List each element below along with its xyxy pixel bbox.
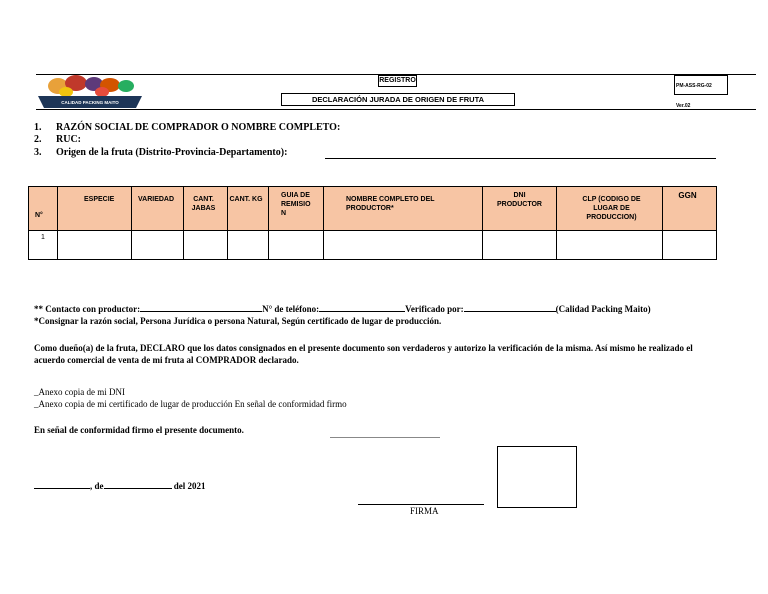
table-cell[interactable] xyxy=(663,231,717,260)
phone-blank[interactable] xyxy=(319,302,405,312)
col-header: ESPECIE xyxy=(58,187,132,231)
table-cell[interactable] xyxy=(228,231,269,260)
item-label: Origen de la fruta (Distrito-Provincia-Departamento): xyxy=(56,147,288,158)
conformity-text: En señal de conformidad firmo el presente documento. xyxy=(34,425,244,435)
col-header: VARIEDAD xyxy=(132,187,184,231)
day-blank[interactable] xyxy=(34,479,90,489)
contact-blank[interactable] xyxy=(140,302,262,312)
table-cell[interactable] xyxy=(324,231,483,260)
conformity-line xyxy=(330,437,440,438)
note-line: *Consignar la razón social, Persona Jurídica o persona Natural, Según certificado de lugar de producción. xyxy=(34,316,442,326)
item-number: 3. xyxy=(34,147,42,158)
date-year: del 2021 xyxy=(173,481,206,491)
item-business-name xyxy=(34,122,340,134)
table-header-row xyxy=(29,187,717,231)
col-header: GUIA DE REMISION xyxy=(269,187,324,231)
col-header: GGN xyxy=(663,187,717,231)
item-origin xyxy=(34,147,287,159)
contact-label: ** Contacto con productor: xyxy=(34,304,141,314)
col-header: N° xyxy=(29,187,58,231)
logo-text: CALIDAD PACKING MAITO xyxy=(61,100,119,105)
row-number: 1 xyxy=(29,231,58,260)
registro-label: REGISTRO xyxy=(378,75,417,87)
annex-dni: _Anexo copia de mi DNI xyxy=(34,387,125,397)
declaration-title: DECLARACIÓN JURADA DE ORIGEN DE FRUTA xyxy=(281,93,515,106)
col-header: CANT. JABAS xyxy=(184,187,228,231)
fruit-table xyxy=(28,186,717,260)
header-bottom-rule xyxy=(36,109,756,110)
table-cell[interactable] xyxy=(184,231,228,260)
item-ruc xyxy=(34,134,81,146)
col-header: DNI PRODUCTOR xyxy=(483,187,557,231)
origin-fill-line[interactable] xyxy=(325,158,716,159)
signature-line[interactable] xyxy=(358,504,484,505)
signature-label: FIRMA xyxy=(410,506,439,516)
contact-line xyxy=(34,302,651,315)
col-header: CANT. KG xyxy=(228,187,269,231)
table-cell[interactable] xyxy=(269,231,324,260)
declaration-paragraph: Como dueño(a) de la fruta, DECLARO que los datos consignados en el presente documento son verdaderos y autorizo la verificación de la misma. Así mismo he realizado el acuerdo comercial de venta de mi fruta al COMPRADOR declarado. xyxy=(34,343,693,365)
table-cell[interactable] xyxy=(557,231,663,260)
verified-label: Verificado por: xyxy=(405,304,464,314)
verified-blank[interactable] xyxy=(464,302,556,312)
table-cell[interactable] xyxy=(58,231,132,260)
item-number: 2. xyxy=(34,134,42,145)
document-code: PM-ASS-RG-02 Ver.02 xyxy=(674,75,728,95)
item-number: 1. xyxy=(34,122,42,133)
col-header: NOMBRE COMPLETO DEL PRODUCTOR* xyxy=(324,187,483,231)
table-row xyxy=(29,231,717,260)
table-cell[interactable] xyxy=(483,231,557,260)
table-cell[interactable] xyxy=(132,231,184,260)
fingerprint-box[interactable] xyxy=(497,446,577,508)
phone-label: N° de teléfono: xyxy=(262,304,320,314)
item-label: RUC: xyxy=(56,134,81,145)
col-header: CLP (CODIGO DE LUGAR DE PRODUCCION) xyxy=(557,187,663,231)
date-de: , de xyxy=(90,481,104,491)
date-line xyxy=(34,479,206,492)
company-logo xyxy=(36,74,144,110)
item-label: RAZÓN SOCIAL DE COMPRADOR O NOMBRE COMPLETO: xyxy=(56,122,341,133)
month-blank[interactable] xyxy=(104,479,172,489)
verified-org: (Calidad Packing Maito) xyxy=(555,304,651,314)
annex-certificate: _Anexo copia de mi certificado de lugar de producción En señal de conformidad firmo xyxy=(34,399,347,409)
